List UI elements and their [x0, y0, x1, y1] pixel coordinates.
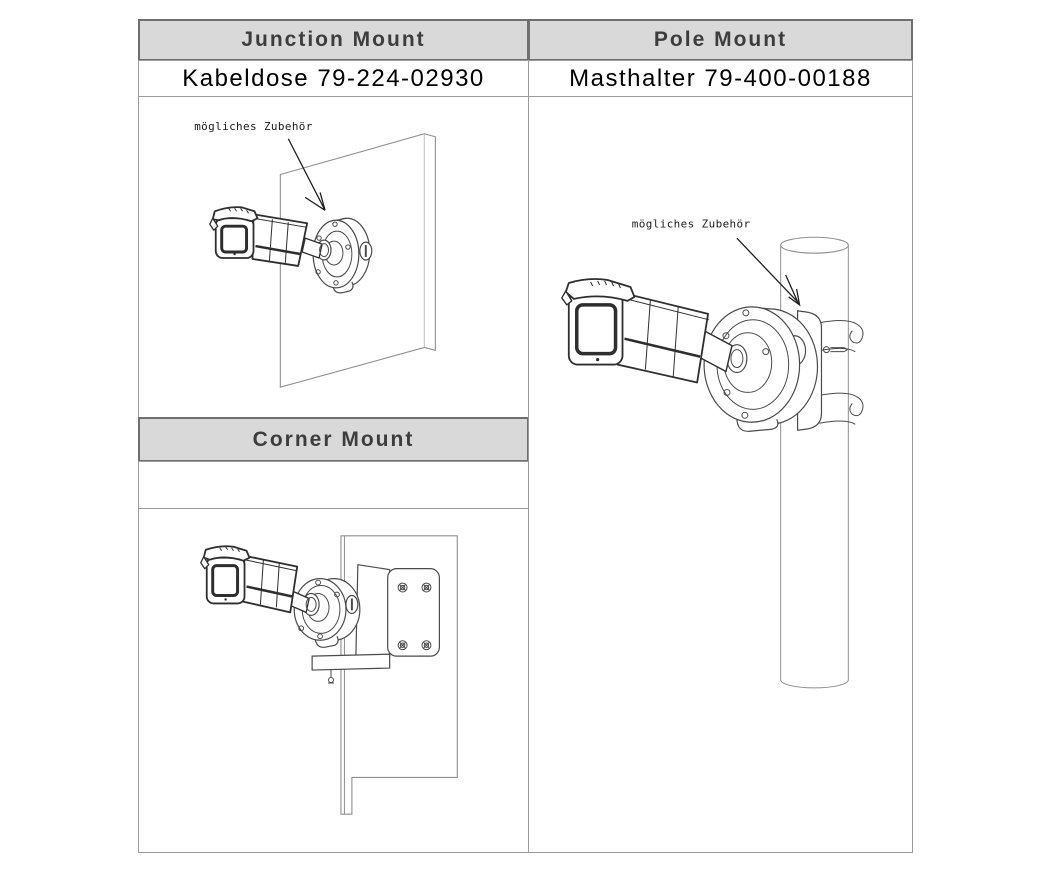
flange-screw: [328, 670, 334, 683]
junction-header-cell: [138, 19, 529, 61]
pole-drawing-cell: [528, 96, 913, 853]
junction-product-label: Kabeldose 79-224-02930: [182, 64, 485, 92]
accessory-label: mögliches Zubehör: [194, 119, 313, 133]
junction-mount-illustration: [139, 97, 528, 417]
mounting-plate: [388, 569, 440, 656]
side-knob: [360, 242, 372, 260]
pole-header-label: Pole Mount: [653, 28, 788, 51]
bullet-camera: [201, 546, 316, 612]
corner-drawing-cell: [138, 508, 529, 853]
pole-product-label: Masthalter 79-400-00188: [569, 64, 872, 92]
pole-mount-illustration: [529, 97, 912, 852]
junction-drawing-cell: [138, 96, 529, 418]
pole-product-cell: [528, 60, 913, 97]
junction-product-cell: [138, 60, 529, 97]
junction-header-label: Junction Mount: [241, 28, 426, 51]
pole-header-cell: [528, 19, 913, 61]
side-knob: [346, 595, 358, 613]
corner-mount-illustration: [139, 509, 528, 852]
corner-empty-cell: [138, 461, 529, 509]
accessory-label: mögliches Zubehör: [631, 217, 751, 231]
bracket-flange: [312, 654, 390, 670]
corner-header-cell: [138, 417, 529, 462]
corner-header-label: Corner Mount: [252, 427, 415, 451]
pole: [781, 237, 849, 688]
